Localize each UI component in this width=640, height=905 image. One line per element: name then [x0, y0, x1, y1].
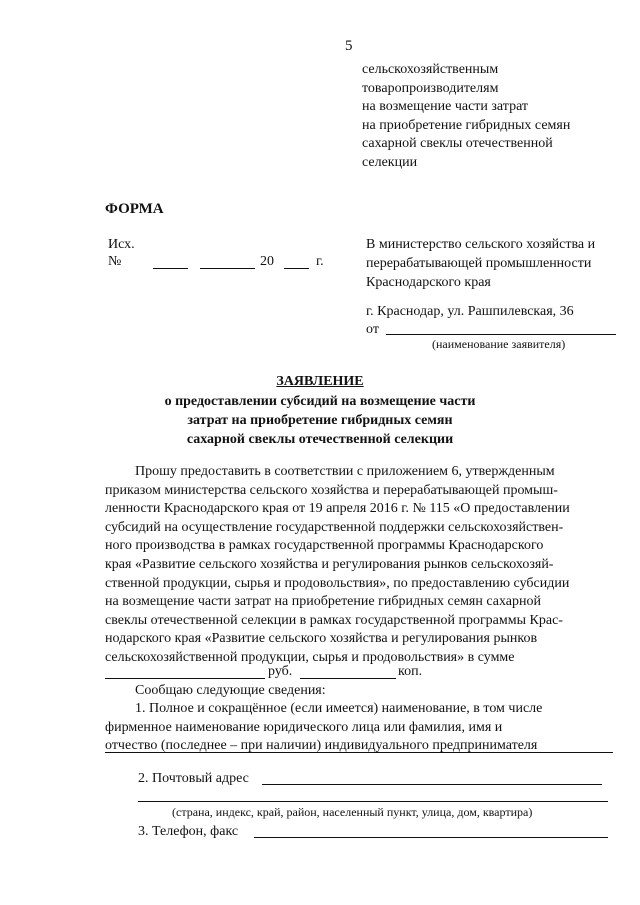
report-intro: Сообщаю следующие сведения: — [135, 683, 326, 698]
addressee — [366, 235, 636, 292]
header-line: сахарной свеклы отечественной — [362, 136, 553, 151]
header-line: на возмещение части затрат — [362, 99, 529, 114]
outgoing-number-label: № — [108, 254, 122, 269]
outgoing-number-field[interactable] — [153, 268, 188, 269]
paragraph-line: нодарского края «Развитие сельского хозяйства и регулирования рынков — [105, 631, 538, 647]
outgoing-label: Исх. — [108, 237, 135, 252]
postal-address-field[interactable] — [262, 784, 602, 785]
title-line: затрат на приобретение гибридных семян — [187, 413, 453, 428]
paragraph-line: ленности Краснодарского края от 19 апреля 2016 г. № 115 «О предоставлении — [105, 501, 570, 517]
item-2-label: 2. Почтовый адрес — [138, 771, 249, 786]
header-line: сельскохозяйственным — [362, 62, 499, 77]
addressee-line: Краснодарского края — [366, 275, 491, 290]
phone-fax-field[interactable] — [254, 837, 608, 838]
title-line: сахарной свеклы отечественной селекции — [186, 432, 454, 447]
postal-address-field-2[interactable] — [138, 801, 608, 802]
document-title — [0, 392, 640, 449]
header-line: на приобретение гибридных семян — [362, 117, 571, 133]
applicant-caption: (наименование заявителя) — [432, 337, 566, 351]
amount-kop-field[interactable] — [300, 678, 396, 679]
addressee-line: перерабатывающей промышленности — [366, 256, 592, 271]
paragraph-line: края «Развитие сельского хозяйства и регулирования рынков сельскохозяй- — [105, 556, 554, 572]
main-paragraph — [105, 463, 613, 668]
paragraph-line: ственной продукции, сырья и продовольствия», по предоставлению субсидии — [105, 575, 570, 591]
kop-label: коп. — [398, 664, 423, 679]
from-label: от — [366, 322, 379, 337]
year-prefix: 20 — [260, 254, 274, 269]
item-1-field[interactable] — [105, 752, 613, 753]
form-label: ФОРМА — [105, 201, 164, 217]
rub-label: руб. — [268, 664, 293, 679]
addressee-line: В министерство сельского хозяйства и — [366, 237, 596, 252]
title-line: о предоставлении субсидий на возмещение части — [164, 394, 476, 409]
paragraph-line: на возмещение части затрат на приобретение гибридных семян сахарной — [105, 594, 541, 610]
paragraph-line: свеклы отечественной селекции в рамках государственной программы Крас- — [105, 612, 563, 628]
year-field[interactable] — [284, 268, 309, 269]
paragraph-line: сельскохозяйственной продукции, сырья и продовольствия» в сумме — [105, 649, 515, 665]
paragraph-line: приказом министерства сельского хозяйства и перерабатывающей промыш- — [105, 482, 558, 498]
header-line: селекции — [362, 154, 418, 170]
item-1-line: фирменное наименование юридического лица или фамилия, имя и — [105, 719, 503, 735]
header-line: товаропроизводителям — [362, 80, 499, 96]
document-heading: ЗАЯВЛЕНИЕ — [276, 374, 364, 389]
paragraph-line: Прошу предоставить в соответствии с приложением 6, утвержденным — [135, 464, 555, 479]
year-suffix: г. — [316, 254, 324, 269]
item-1 — [105, 700, 613, 756]
item-2-caption: (страна, индекс, край, район, населенный пункт, улица, дом, квартира) — [172, 805, 533, 819]
addressee-address: г. Краснодар, ул. Рашпилевская, 36 — [366, 304, 574, 319]
paragraph-line: ного производства в рамках государственной программы Краснодарского — [105, 538, 544, 554]
paragraph-line: субсидий на осуществление государственной поддержки сельскохозяйствен- — [105, 519, 564, 535]
page-number: 5 — [345, 38, 353, 54]
item-3-label: 3. Телефон, факс — [138, 824, 239, 839]
item-1-line: 1. Полное и сокращённое (если имеется) наименование, в том числе — [135, 701, 543, 716]
header-caption — [362, 61, 632, 172]
item-1-line: отчество (последнее – при наличии) индивидуального предпринимателя — [105, 738, 538, 754]
outgoing-date-field[interactable] — [200, 268, 255, 269]
amount-rub-field[interactable] — [105, 678, 265, 679]
applicant-name-field[interactable] — [386, 334, 616, 335]
